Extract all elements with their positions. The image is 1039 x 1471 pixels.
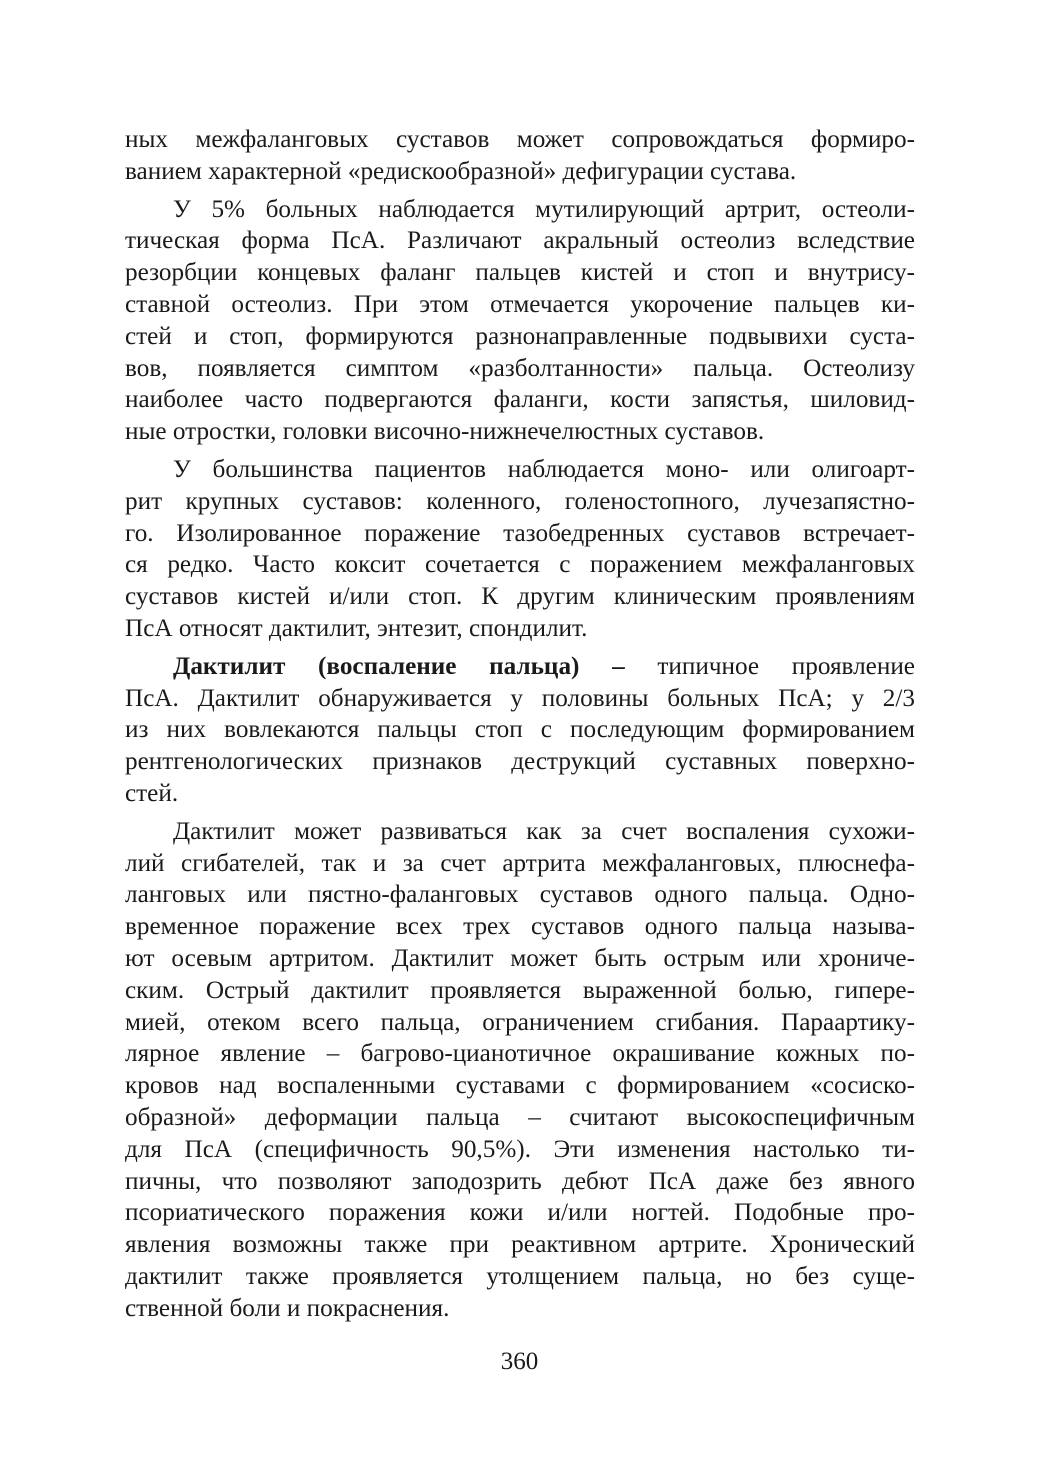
text-line: кровов над воспаленными суставами с формированием «сосиско- bbox=[125, 1072, 915, 1100]
text-line: стей. bbox=[125, 779, 179, 807]
bold-term: Дактилит (воспаление пальца) – bbox=[173, 652, 625, 680]
text-line: временное поражение всех трех суставов одного пальца называ- bbox=[125, 913, 915, 941]
paragraph-4 bbox=[125, 651, 915, 810]
text-line: пичны, что позволяют заподозрить дебют ПсА даже без явного bbox=[125, 1167, 915, 1195]
text-line: ственной боли и покраснения. bbox=[125, 1294, 450, 1322]
paragraph-1 bbox=[125, 124, 915, 188]
page-number: 360 bbox=[500, 1348, 539, 1375]
text-line: рентгенологических признаков деструкций суставных поверхно- bbox=[125, 748, 915, 776]
paragraph-5 bbox=[125, 816, 915, 1325]
text-line: ским. Острый дактилит проявляется выраженной болью, гипере- bbox=[125, 976, 915, 1004]
text-fragment: типичное проявление bbox=[624, 652, 915, 680]
text-line: ванием характерной «редискообразной» дефигурации сустава. bbox=[125, 157, 797, 185]
text-line: У большинства пациентов наблюдается моно- или олигоарт- bbox=[173, 455, 915, 483]
text-line: рит крупных суставов: коленного, голеностопного, лучезапястно- bbox=[125, 487, 915, 515]
page-body bbox=[125, 124, 915, 1330]
text-line: ные отростки, головки височно-нижнечелюстных суставов. bbox=[125, 418, 765, 446]
text-line: ПсА. Дактилит обнаруживается у половины больных ПсА; у 2/3 bbox=[125, 684, 915, 712]
text-line: ся редко. Часто коксит сочетается с поражением межфаланговых bbox=[125, 551, 915, 579]
text-line: Дактилит может развиваться как за счет воспаления сухожи- bbox=[173, 817, 915, 845]
text-line: образной» деформации пальца – считают высокоспецифичным bbox=[125, 1103, 915, 1131]
text-line: явления возможны также при реактивном артрите. Хронический bbox=[125, 1231, 915, 1259]
text-line: дактилит также проявляется утолщением пальца, но без суще- bbox=[125, 1262, 915, 1290]
text-line: лий сгибателей, так и за счет артрита межфаланговых, плюснефа- bbox=[125, 849, 915, 877]
text-line: ланговых или пястно-фаланговых суставов одного пальца. Одно- bbox=[125, 881, 915, 909]
paragraph-2 bbox=[125, 194, 915, 448]
text-line: псориатического поражения кожи и/или ногтей. Подобные про- bbox=[125, 1199, 915, 1227]
text-line: из них вовлекаются пальцы стоп с последующим формированием bbox=[125, 716, 915, 744]
text-line: ставной остеолиз. При этом отмечается укорочение пальцев ки- bbox=[125, 290, 915, 318]
text-line: тическая форма ПсА. Различают акральный остеолиз вследствие bbox=[125, 227, 915, 255]
text-line: ПсА относят дактилит, энтезит, спондилит. bbox=[125, 614, 588, 642]
text-line: У 5% больных наблюдается мутилирующий артрит, остеоли- bbox=[173, 195, 915, 223]
text-line: ных межфаланговых суставов может сопровождаться формиро- bbox=[125, 126, 915, 153]
text-line: ют осевым артритом. Дактилит может быть острым или хрониче- bbox=[125, 944, 915, 972]
text-line: резорбции концевых фаланг пальцев кистей и стоп и внутрису- bbox=[125, 259, 915, 287]
text-line: го. Изолированное поражение тазобедренных суставов встречает- bbox=[125, 519, 915, 547]
text-line bbox=[125, 651, 915, 683]
text-line: стей и стоп, формируются разнонаправленные подвывихи суста- bbox=[125, 322, 915, 350]
text-line: суставов кистей и/или стоп. К другим клиническим проявлениям bbox=[125, 583, 915, 611]
text-line: мией, отеком всего пальца, ограничением сгибания. Параартику- bbox=[125, 1008, 915, 1036]
text-line: для ПсА (специфичность 90,5%). Эти изменения настолько ти- bbox=[125, 1135, 915, 1163]
text-line: вов, появляется симптом «разболтанности» пальца. Остеолизу bbox=[125, 354, 915, 382]
paragraph-3 bbox=[125, 454, 915, 645]
text-line: наиболее часто подвергаются фаланги, кости запястья, шиловид- bbox=[125, 386, 915, 414]
text-line: лярное явление – багрово-цианотичное окрашивание кожных по- bbox=[125, 1040, 915, 1068]
